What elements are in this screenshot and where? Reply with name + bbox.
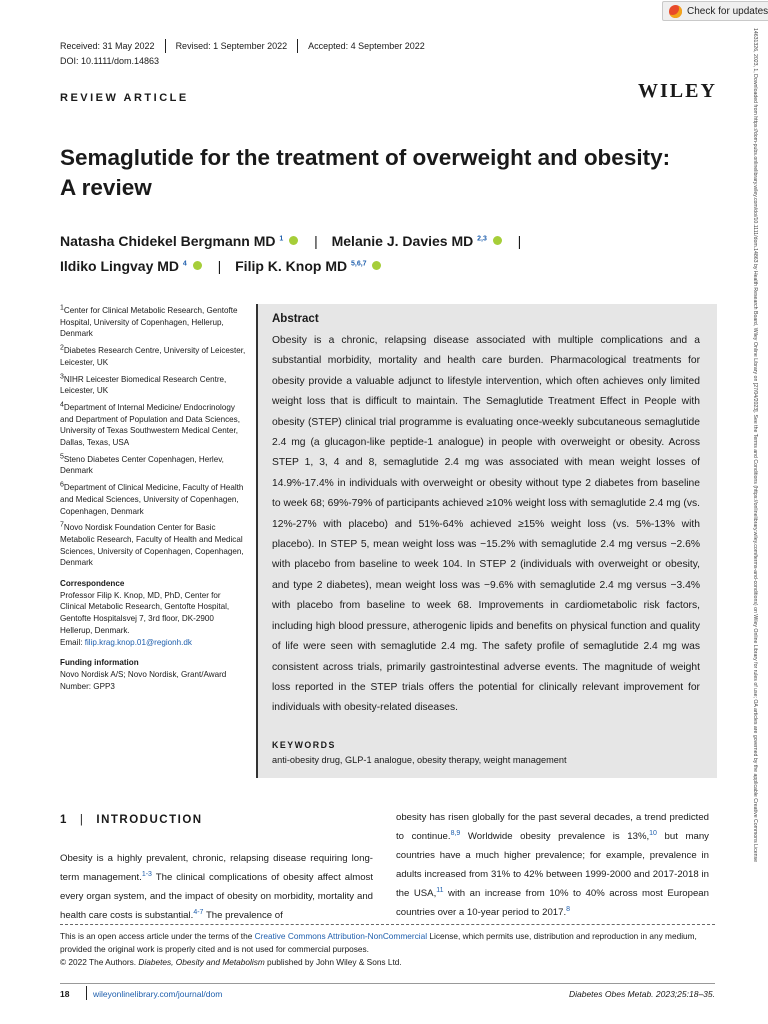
doi: DOI: 10.1111/dom.14863 <box>60 56 160 66</box>
license-footnote <box>60 930 715 969</box>
correspondence-heading: Correspondence <box>60 579 125 589</box>
author-line-2 <box>60 254 720 279</box>
correspondence-text: Professor Filip K. Knop, MD, PhD, Center for Clinical Metabolic Research, Gentofte Hospital, Gentofte Hospitalsvej 7, 3rd floor, DK-2900 Hellerup, Denmark. Email: filip.krag.knop.01@regionh.dk <box>60 590 230 647</box>
revised-date: Revised: 1 September 2022 <box>175 41 288 51</box>
intro-column-1: Obesity is a highly prevalent, chronic, relapsing disease requiring long-term management.$^{1-3}$ The clinical complications of obesity affect almost every organ system, and the impact of obesity on morbidity, mortality and health care costs is substantial.$^{4-7}$ The prevalence of <box>60 853 373 921</box>
orcid-icon[interactable] <box>493 236 502 245</box>
article-dates <box>60 39 425 53</box>
affiliation: $^5$Steno Diabetes Center Copenhagen, Herlev, Denmark <box>60 453 224 476</box>
author-affiliation-ref[interactable]: 4 <box>182 260 187 268</box>
abstract-rule <box>256 304 258 778</box>
abstract-text: Obesity is a chronic, relapsing disease associated with multiple complications and a substantial morbidity, mortality and health care burden. Pharmacological treatments for obesity provide a valuable adjunct to lifestyle intervention, which often achieves only limited weight loss that is difficult to maintain. The Semaglutide Treatment Effect in People with obesity (STEP) clinical trial programme is evaluating once-weekly subcutaneous semaglutide 2.4 mg (a glucagon-like peptide-1 analogue) in people with overweight or obesity. Across STEP 1, 3, 4 and 8, semaglutide 2.4 mg was associated with mean weight losses of 14.9%-17.4% in individuals with overweight or obesity without type 2 diabetes from baseline to week 68; 69%-79% of participants achieved ≥10% weight loss with semaglutide 2.4 mg (vs. 12%-27% with placebo) and 51%-64% achieved ≥15% weight loss (vs. 5%-13% with placebo). In STEP 5, mean weight loss was −15.2% with semaglutide 2.4 mg versus −2.6% with placebo from baseline to week 104. In STEP 2 (individuals with overweight or obesity, and type 2 diabetes), mean weight loss was −9.6% with semaglutide 2.4 mg versus −3.4% with placebo from baseline to week 68. Improvements in cardiometabolic risk factors, including high blood pressure, atherogenic lipids and benefits on physical function and quality of life were seen with semaglutide 2.4 mg. The safety profile of semaglutide 2.4 mg was consistent across trials, primarily gastrointestinal adverse events. The magnitude of weight loss reported in the STEP trials offers the potential for clinically relevant improvement for individuals with obesity-related diseases. <box>272 335 700 714</box>
author-affiliation-ref[interactable]: 2,3 <box>477 235 487 243</box>
orcid-icon[interactable] <box>372 261 381 270</box>
footnote-divider <box>60 924 715 925</box>
affiliation: $^1$Center for Clinical Metabolic Research, Gentofte Hospital, University of Copenhagen, Hellerup, Denmark <box>60 304 238 339</box>
journal-url-link[interactable]: wileyonlinelibrary.com/journal/dom <box>93 989 223 999</box>
section-heading-introduction: 1 | INTRODUCTION <box>60 814 203 826</box>
abstract-heading: Abstract <box>272 313 319 325</box>
page-number: 18 <box>60 989 70 999</box>
check-for-updates-label: Check for updates <box>687 5 768 17</box>
title-line-2: A review <box>60 175 152 200</box>
crossmark-icon <box>669 5 682 18</box>
author-affiliation-ref[interactable]: 5,6,7 <box>351 260 367 268</box>
affiliation: $^2$Diabetes Research Centre, University of Leicester, Leicester, UK <box>60 344 246 367</box>
citation-ref[interactable]: 8 <box>566 905 571 913</box>
divider <box>86 986 87 1000</box>
orcid-icon[interactable] <box>193 261 202 270</box>
divider <box>297 39 298 53</box>
affiliation: $^6$Department of Clinical Medicine, Faculty of Health and Medical Sciences, University of Copenhagen, Copenhagen, Denmark <box>60 481 244 516</box>
article-type: REVIEW ARTICLE <box>60 92 189 104</box>
citation-ref[interactable]: 1-3 <box>141 870 152 878</box>
funding-heading: Funding information <box>60 658 139 668</box>
author-name: Natasha Chidekel Bergmann MD <box>60 233 276 249</box>
author-separator: | <box>517 233 522 249</box>
affiliation: $^7$Novo Nordisk Foundation Center for Basic Metabolic Research, Faculty of Health and Medical Sciences, University of Copenhagen, Copenhagen, Denmark <box>60 521 244 568</box>
divider <box>165 39 166 53</box>
author-name: Melanie J. Davies MD <box>331 233 474 249</box>
citation-ref[interactable]: 11 <box>436 886 444 894</box>
copyright-text: © 2022 The Authors. Diabetes, Obesity and Metabolism published by John Wiley & Sons Ltd. <box>60 957 402 967</box>
author-separator: | <box>217 258 222 274</box>
publisher-logo: WILEY <box>638 80 717 102</box>
intro-column-2: obesity has risen globally for the past several decades, a trend predicted to continue.$^{8,9}$ Worldwide obesity prevalence is 13%,$^{10}$ but many countries have a much higher prevalence; for example, prevalence in adults increased from 31% to 42% between 1999-2000 and 2017-2018 in the USA,$^{11}$ with an increase from 10% to 40% across most European countries over a 10-year period to 2017.$^8$ <box>396 812 709 918</box>
author-affiliation-ref[interactable]: 1 <box>279 235 284 243</box>
download-sidebar <box>744 28 760 1018</box>
email-link[interactable]: filip.krag.knop.01@regionh.dk <box>84 637 192 647</box>
author-line-1 <box>60 229 720 254</box>
funding-text: Novo Nordisk A/S; Novo Nordisk, Grant/Award Number: GPP3 <box>60 669 227 691</box>
affiliation: $^4$Department of Internal Medicine/ Endocrinology and Department of Population and Data Sciences, University of Texas Southwestern Medical Center, Dallas, Texas, USA <box>60 401 240 448</box>
citation-ref[interactable]: 4-7 <box>193 908 204 916</box>
affiliations-column <box>60 305 246 697</box>
journal-citation: Diabetes Obes Metab. 2023;25:18–35. <box>568 989 715 999</box>
license-link[interactable]: Creative Commons Attribution-NonCommercial <box>254 931 428 941</box>
citation-ref[interactable]: 8,9 <box>450 829 461 837</box>
affiliation: $^3$NIHR Leicester Biomedical Research Centre, Leicester, UK <box>60 372 227 396</box>
orcid-icon[interactable] <box>289 236 298 245</box>
author-list <box>60 229 720 279</box>
license-text: This is an open access article under the terms of the Creative Commons Attribution-NonCommercial License, which permits use, distribution and reproduction in any medium, provided the original work is properly cited and is not used for commercial purposes. <box>60 931 697 954</box>
author-name: Ildiko Lingvay MD <box>60 258 180 274</box>
received-date: Received: 31 May 2022 <box>60 41 155 51</box>
check-for-updates-button[interactable] <box>662 1 768 21</box>
page-footer-rule <box>60 983 715 984</box>
keywords-text: anti-obesity drug, GLP-1 analogue, obesity therapy, weight management <box>272 755 567 765</box>
author-separator: | <box>314 233 318 249</box>
keywords-heading: KEYWORDS <box>272 740 336 750</box>
accepted-date: Accepted: 4 September 2022 <box>308 41 425 51</box>
article-title <box>60 143 700 203</box>
download-sidebar-text: 14631326, 2023, 1, Downloaded from https://dom-pubs.onlinelibrary.wiley.com/doi/10.1111/dom.14863 by Health Research Board, Wiley Online Library on [27/04/2023]. See the Terms and Conditions (https://onlinelibrary.wiley.com/terms-and-conditions) on Wiley Online Library for rules of use; OA articles are governed by the applicable Creative Commons License <box>752 28 758 862</box>
citation-ref[interactable]: 10 <box>649 829 657 837</box>
title-line-1: Semaglutide for the treatment of overweight and obesity: <box>60 145 671 170</box>
author-name: Filip K. Knop MD <box>235 258 348 274</box>
